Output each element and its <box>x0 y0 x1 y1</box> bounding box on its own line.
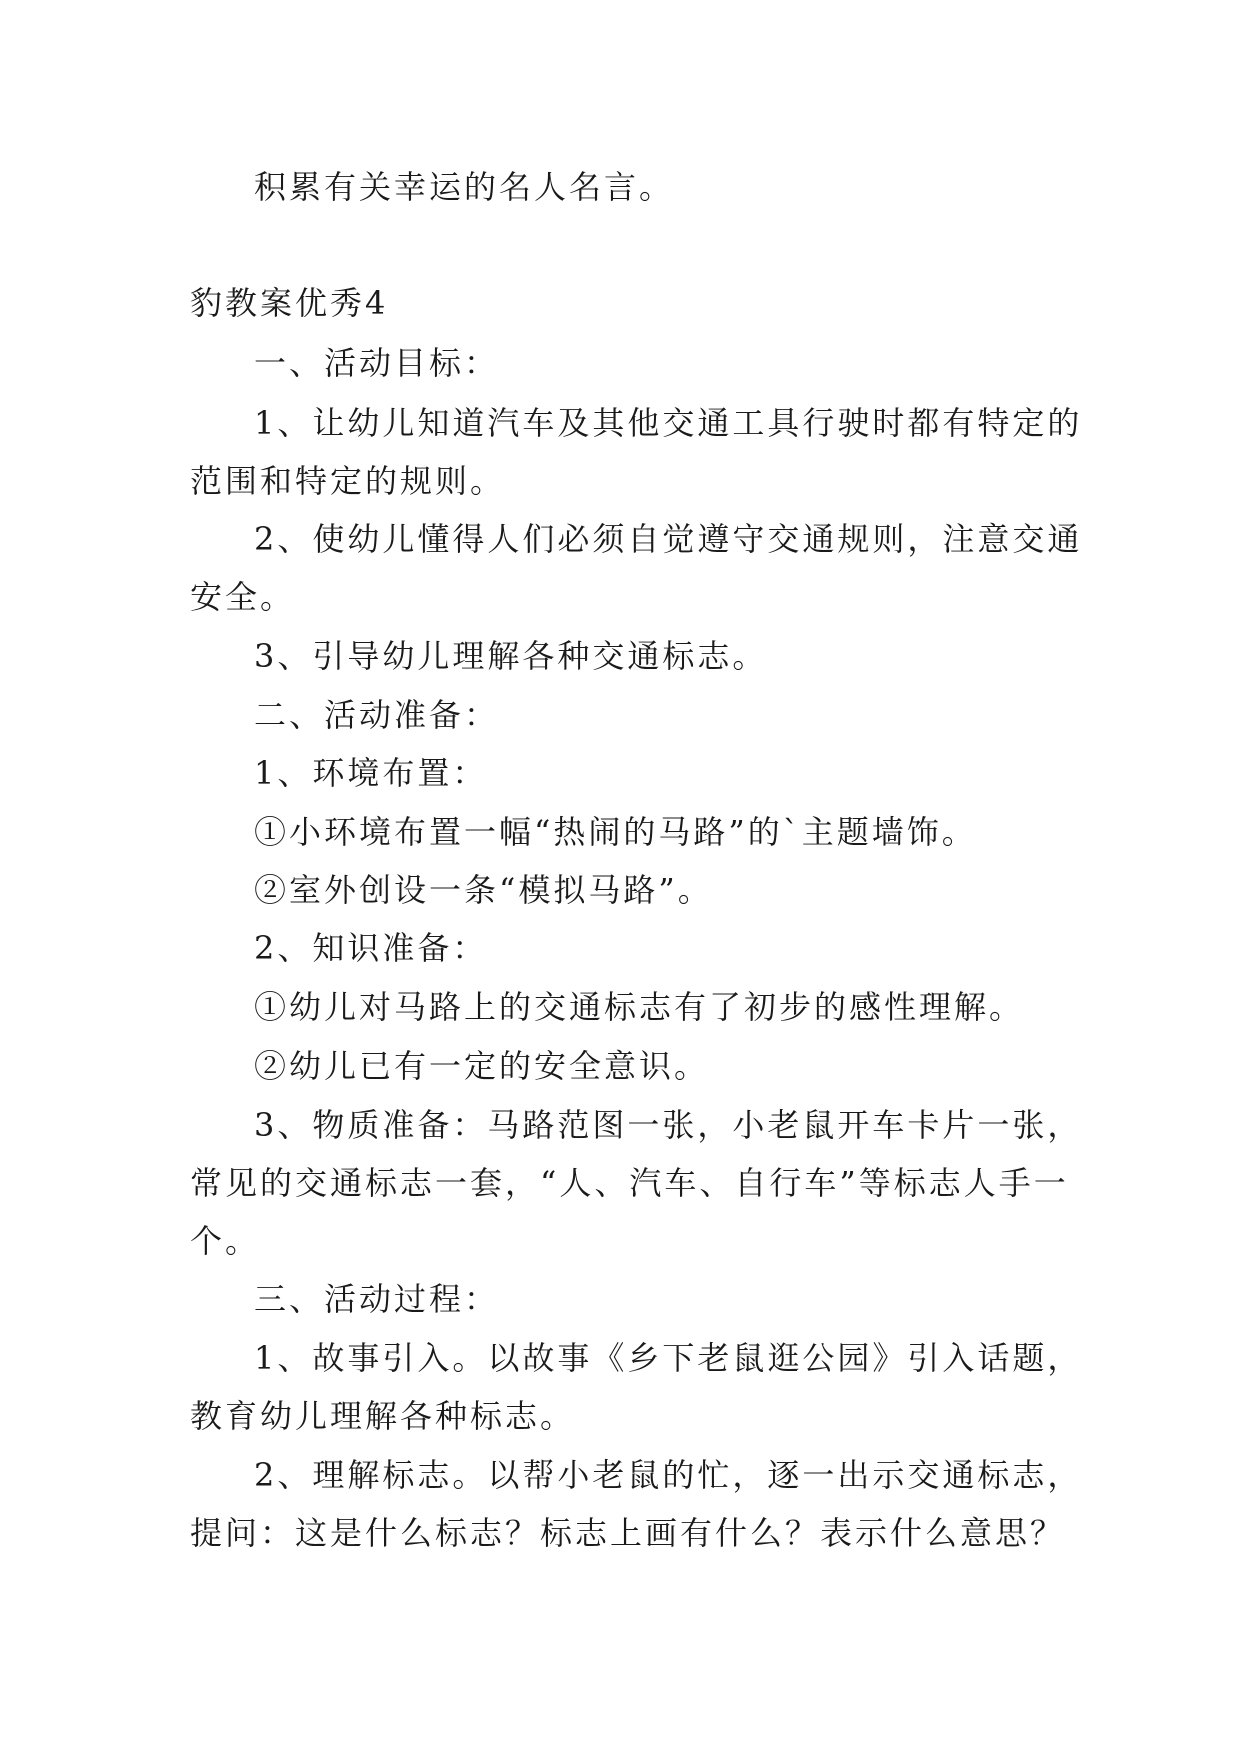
paragraph-line: 一、活动目标： <box>254 344 500 382</box>
paragraph-line: ①幼儿对马路上的交通标志有了初步的感性理解。 <box>254 988 1025 1026</box>
paragraph-line: 3、引导幼儿理解各种交通标志。 <box>254 637 768 675</box>
paragraph-line: 安全。 <box>190 578 296 616</box>
paragraph-line: ②室外创设一条“模拟马路”。 <box>254 871 713 909</box>
paragraph-line: 提问：这是什么标志？标志上画有什么？表示什么意思？ <box>190 1514 1066 1552</box>
paragraph-line: 常见的交通标志一套，“人、汽车、自行车”等标志人手一 <box>190 1164 1069 1202</box>
paragraph-line: 二、活动准备： <box>254 696 500 734</box>
paragraph-line: ②幼儿已有一定的安全意识。 <box>254 1047 710 1085</box>
paragraph-line: 2、知识准备： <box>254 929 488 967</box>
paragraph-line: 三、活动过程： <box>254 1280 500 1318</box>
paragraph-line: 2、使幼儿懂得人们必须自觉遵守交通规则，注意交通 <box>254 520 1083 558</box>
paragraph-line: ①小环境布置一幅“热闹的马路”的`主题墙饰。 <box>254 813 977 851</box>
paragraph-line: 个。 <box>190 1222 261 1260</box>
paragraph-line: 2、理解标志。以帮小老鼠的忙，逐一出示交通标志， <box>254 1456 1083 1494</box>
paragraph-line: 3、物质准备：马路范图一张，小老鼠开车卡片一张， <box>254 1106 1083 1144</box>
paragraph-line: 1、让幼儿知道汽车及其他交通工具行驶时都有特定的 <box>254 404 1083 442</box>
paragraph-line: 范围和特定的规则。 <box>190 462 506 500</box>
paragraph-line: 1、故事引入。以故事《乡下老鼠逛公园》引入话题， <box>254 1339 1083 1377</box>
paragraph-line: 1、环境布置： <box>254 754 488 792</box>
paragraph-line: 积累有关幸运的名人名言。 <box>254 168 675 206</box>
paragraph-line: 教育幼儿理解各种标志。 <box>190 1397 576 1435</box>
section-heading: 豹教案优秀4 <box>190 284 389 322</box>
